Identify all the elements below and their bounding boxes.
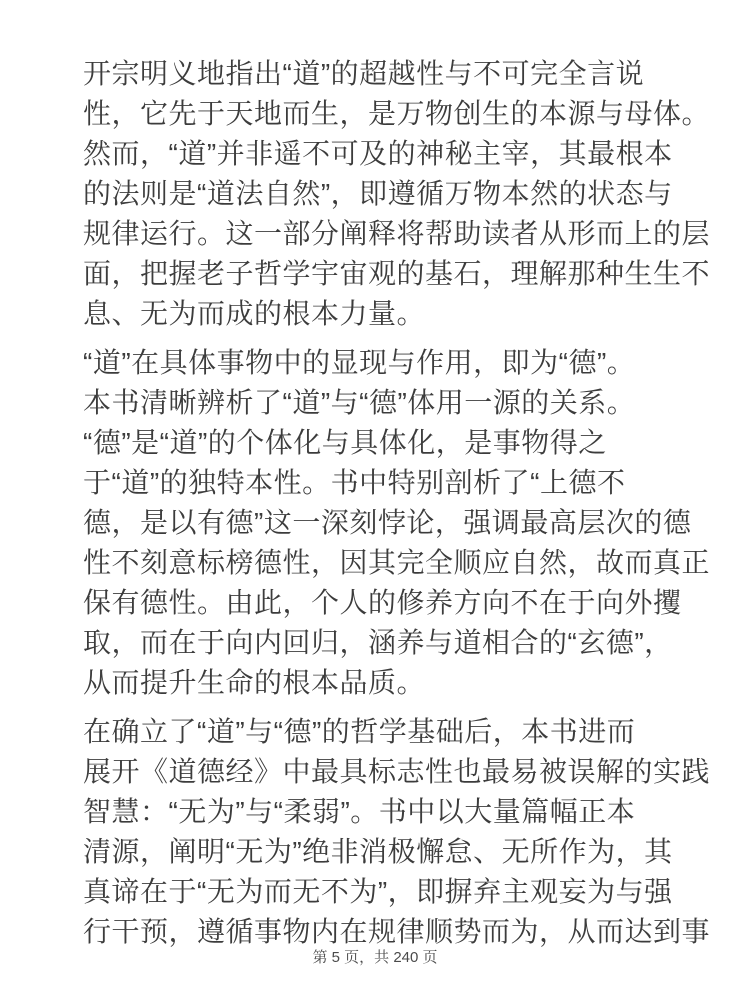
- text-line: 德，是以有德”这一深刻悖论，强调最高层次的德: [83, 507, 692, 538]
- text-line: 展开《道德经》中最具标志性也最易被误解的实践: [83, 756, 711, 787]
- text-line: 息、无为而成的根本力量。: [83, 298, 426, 329]
- text-line: 然而，“道”并非遥不可及的神秘主宰，其最根本: [83, 138, 673, 169]
- paragraph: [83, 54, 711, 334]
- text-line: 性，它先于天地而生，是万物创生的本源与母体。: [83, 98, 711, 129]
- text-block: [83, 54, 711, 961]
- text-line: 本书清晰辨析了“道”与“德”体用一源的关系。: [83, 387, 636, 418]
- text-line: 面，把握老子哲学宇宙观的基石，理解那种生生不: [83, 258, 711, 289]
- text-line: 取，而在于向内回归，涵养与道相合的“玄德”，: [83, 627, 673, 658]
- text-line: 智慧：“无为”与“柔弱”。书中以大量篇幅正本: [83, 796, 636, 827]
- text-line: 清源，阐明“无为”绝非消极懈怠、无所作为，其: [83, 836, 673, 867]
- text-line: 于“道”的独特本性。书中特别剖析了“上德不: [83, 467, 626, 498]
- text-line: 保有德性。由此，个人的修养方向不在于向外攫: [83, 587, 682, 618]
- text-line: 的法则是“道法自然”，即遵循万物本然的状态与: [83, 178, 673, 209]
- text-line: 开宗明义地指出“道”的超越性与不可完全言说: [83, 58, 645, 89]
- text-line: “德”是“道”的个体化与具体化，是事物得之: [83, 427, 607, 458]
- paragraph: [83, 343, 711, 703]
- text-line: 规律运行。这一部分阐释将帮助读者从形而上的层: [83, 218, 711, 249]
- text-line: “道”在具体事物中的显现与作用，即为“德”。: [83, 347, 636, 378]
- text-line: 在确立了“道”与“德”的哲学基础后，本书进而: [83, 716, 636, 747]
- paragraph: [83, 712, 711, 952]
- text-line: 真谛在于“无为而无不为”，即摒弃主观妄为与强: [83, 876, 673, 907]
- text-line: 从而提升生命的根本品质。: [83, 667, 426, 698]
- page-footer: [0, 947, 750, 969]
- text-line: 性不刻意标榜德性，因其完全顺应自然，故而真正: [83, 547, 711, 578]
- page-number-label: 第 5 页，共 240 页: [312, 949, 438, 966]
- text-line: 行干预，遵循事物内在规律顺势而为，从而达到事: [83, 916, 711, 947]
